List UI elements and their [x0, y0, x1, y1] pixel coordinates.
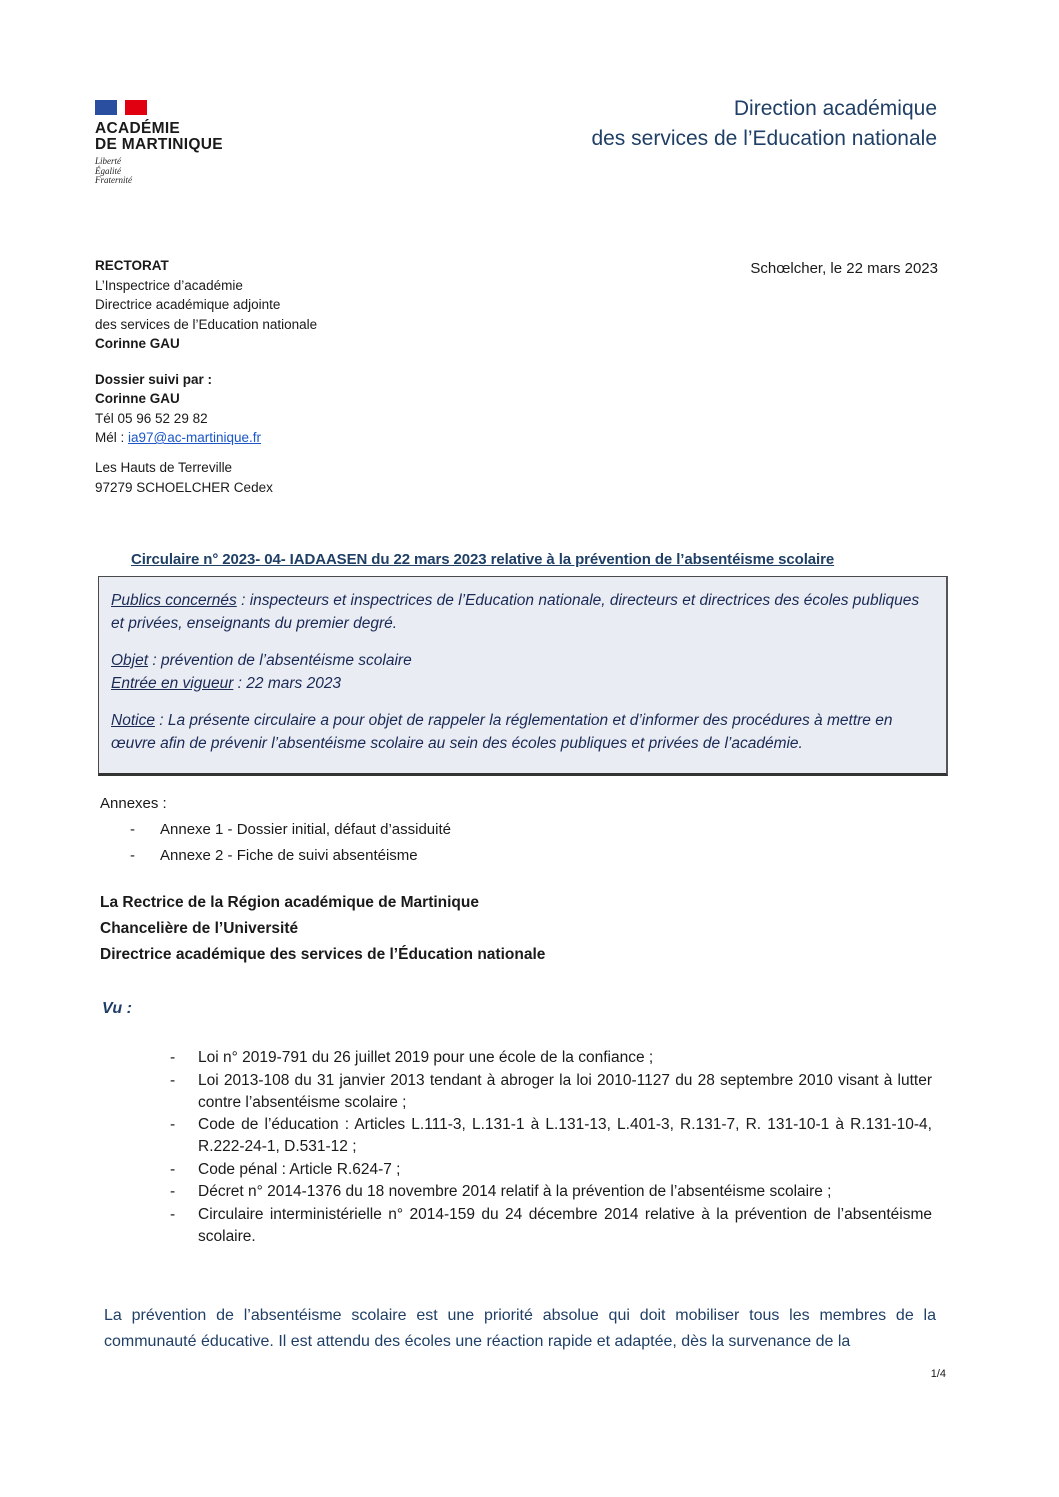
publics-text: : inspecteurs et inspectrices de l’Education nationale, directeurs et directrices des écoles publiques et privées, enseignants du premier degré. — [111, 592, 920, 632]
sender-line1: L’Inspectrice d’académie — [95, 277, 243, 293]
list-item: - Code pénal : Article R.624-7 ; — [168, 1159, 932, 1181]
logo-motto — [95, 157, 295, 186]
vu-label: Vu : — [102, 1000, 132, 1017]
list-item: - Décret n° 2014-1376 du 18 novembre 2014 relatif à la prévention de l’absentéisme scolaire ; — [168, 1181, 932, 1203]
sender-tel: Tél 05 96 52 29 82 — [95, 410, 208, 426]
circular-title: Circulaire n° 2023- 04- IADAASEN du 22 mars 2023 relative à la prévention de l’absentéisme scolaire — [131, 551, 835, 568]
header-line2: des services de l’Education nationale — [591, 127, 937, 150]
sender-block — [95, 256, 317, 448]
dateline: Schœlcher, le 22 mars 2023 — [750, 260, 938, 277]
notice-paragraph — [111, 709, 934, 755]
address-line1: Les Hauts de Terreville — [95, 460, 233, 475]
list-item: - Annexe 2 - Fiche de suivi absentéisme — [130, 843, 451, 869]
annexes-label: Annexes : — [100, 795, 167, 812]
authority-block — [100, 890, 545, 968]
followed-name: Corinne GAU — [95, 391, 180, 406]
publics-label: Publics concernés — [111, 592, 237, 609]
sender-line3: des services de l’Education nationale — [95, 316, 318, 332]
sender-org: RECTORAT — [95, 258, 169, 273]
sender-mail-line — [95, 428, 317, 448]
motto-fraternite: Fraternité — [95, 175, 132, 185]
publics-paragraph — [111, 589, 934, 635]
objet-paragraph — [111, 649, 934, 695]
address-line2: 97279 SCHOELCHER Cedex — [95, 479, 273, 495]
logo-name-line1: ACADÉMIE — [95, 120, 181, 137]
notice-text: : La présente circulaire a pour objet de rappeler la réglementation et d’informer des procédures à mettre en œuvre afin de prévenir l’absentéisme scolaire au sein des écoles publiques et privées de l’académie. — [111, 712, 893, 752]
entree-label: Entrée en vigueur — [111, 675, 234, 692]
list-item: - Loi n° 2019-791 du 26 juillet 2019 pour une école de la confiance ; — [168, 1047, 932, 1069]
summary-box — [98, 576, 948, 776]
sender-line2: Directrice académique adjointe — [95, 297, 281, 312]
objet-label: Objet — [111, 652, 149, 669]
list-item: - Code de l’éducation : Articles L.111-3, L.131-1 à L.131-13, L.401-3, R.131-7, R. 131-10-1 à R.131-10-4, R.222-24-1, D.531-12 ; — [168, 1114, 932, 1158]
notice-label: Notice — [111, 712, 155, 729]
sender-name: Corinne GAU — [95, 336, 180, 351]
authority-line2: Chancelière de l’Université — [100, 920, 299, 937]
header-line1: Direction académique — [733, 97, 937, 120]
email-link[interactable]: ia97@ac-martinique.fr — [128, 430, 262, 445]
motto-egalite: Égalité — [95, 165, 121, 176]
motto-liberte: Liberté — [95, 156, 121, 166]
list-item: - Loi 2013-108 du 31 janvier 2013 tendant à abroger la loi 2010-1127 du 28 septembre 2010 visant à lutter contre l’absentéisme scolaire ; — [168, 1070, 932, 1114]
mail-label: Mél : — [95, 430, 129, 445]
list-item: - Annexe 1 - Dossier initial, défaut d’assiduité — [130, 817, 451, 843]
annexes-section — [100, 791, 451, 869]
authority-line1: La Rectrice de la Région académique de Martinique — [100, 894, 479, 911]
address-block — [95, 458, 273, 497]
references-section — [168, 1047, 932, 1248]
body-paragraph: La prévention de l’absentéisme scolaire est une priorité absolue qui doit mobiliser tous les membres de la communauté éducative. Il est attendu des écoles une réaction rapide et adaptée, dès la survenance de la — [104, 1307, 936, 1350]
logo-name-line2: DE MARTINIQUE — [95, 136, 223, 153]
header-direction — [591, 94, 937, 154]
french-flag-icon — [95, 100, 147, 115]
followed-label: Dossier suivi par : — [95, 371, 213, 387]
entree-text: : 22 mars 2023 — [233, 675, 342, 692]
objet-text: : prévention de l’absentéisme scolaire — [148, 652, 412, 669]
list-item: - Circulaire interministérielle n° 2014-159 du 24 décembre 2014 relative à la prévention de l’absentéisme scolaire. — [168, 1204, 932, 1248]
academie-logo — [95, 100, 295, 186]
references-list — [168, 1047, 932, 1248]
page-number: 1/4 — [930, 1368, 946, 1380]
authority-line3: Directrice académique des services de l’Éducation nationale — [100, 946, 546, 963]
annexes-list — [100, 817, 451, 869]
